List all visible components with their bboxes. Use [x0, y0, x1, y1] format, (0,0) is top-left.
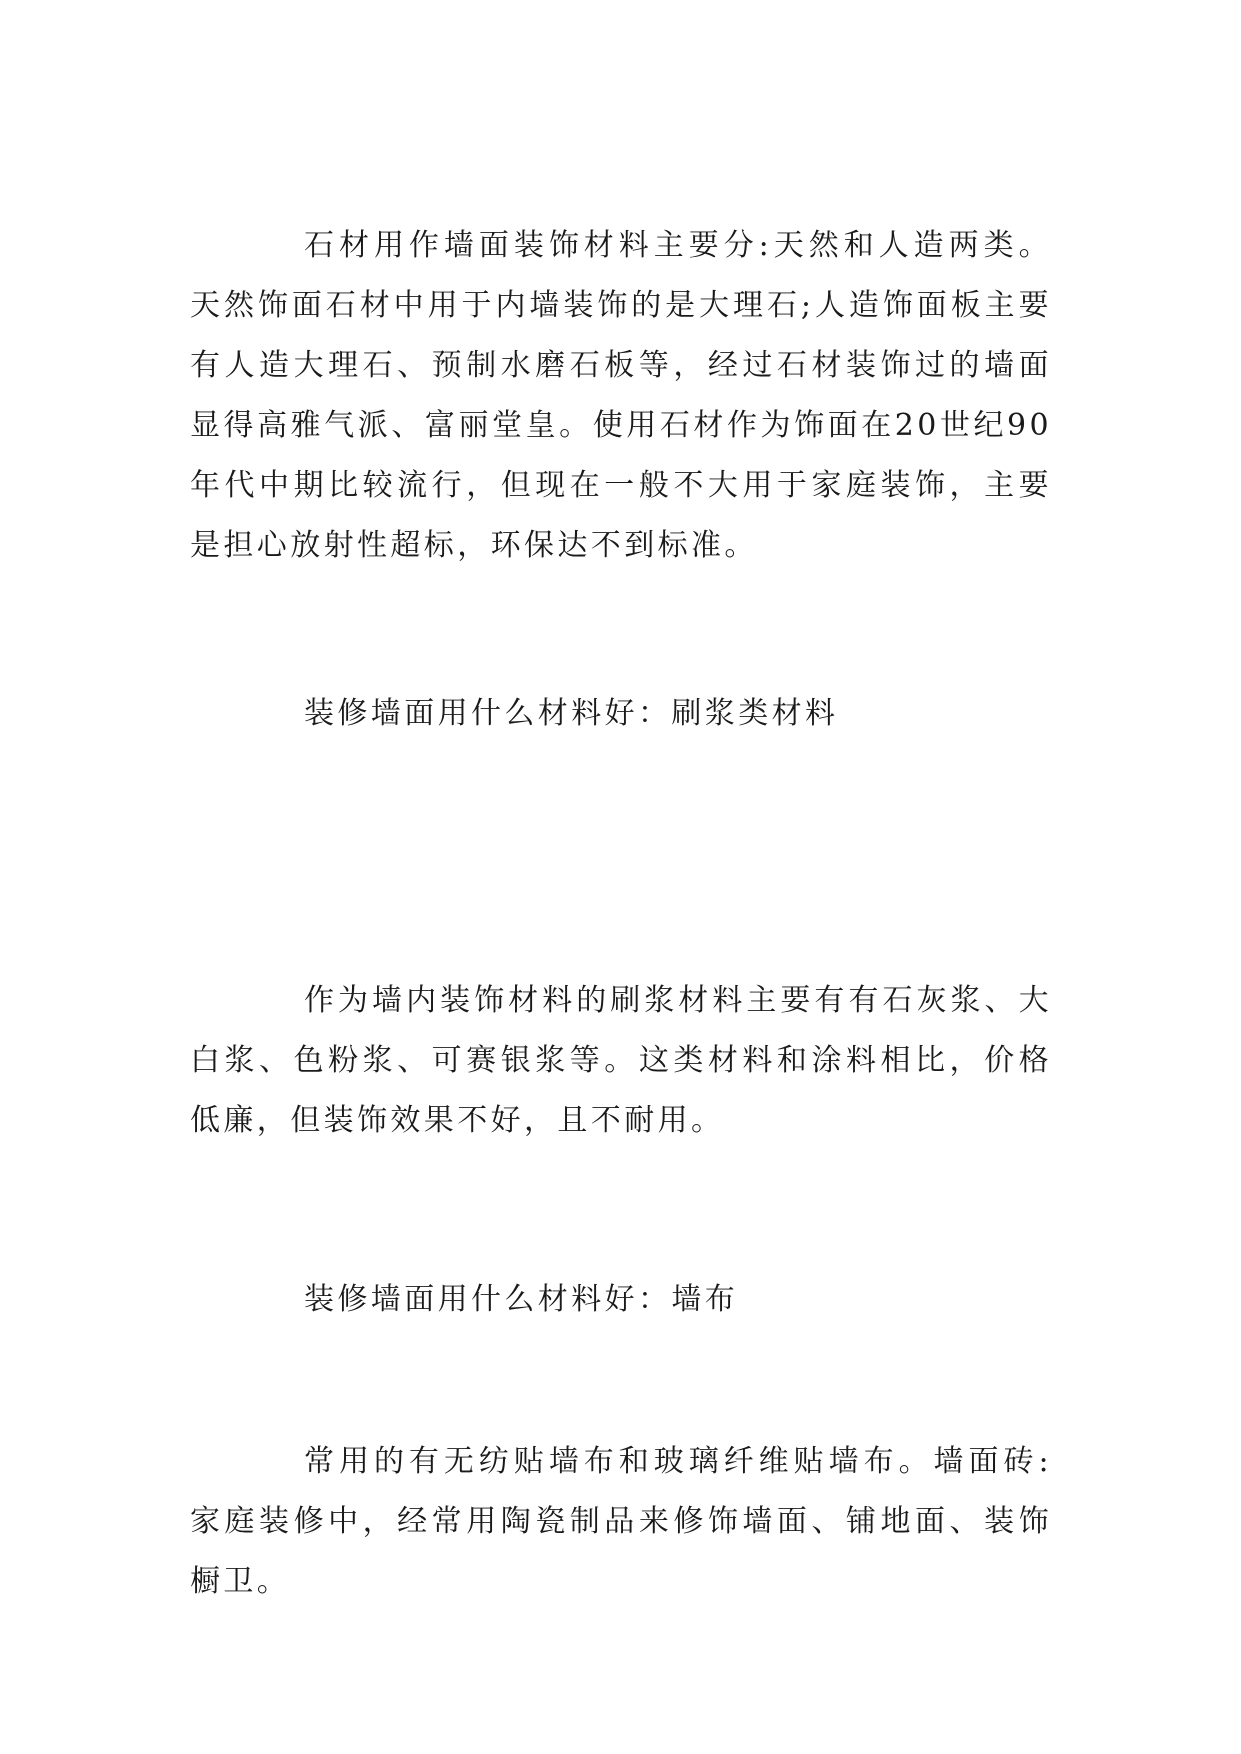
heading-paint-materials: 装修墙面用什么材料好：刷浆类材料 [304, 696, 839, 731]
paragraph-stone-materials: 石材用作墙面装饰材料主要分:天然和人造两类。天然饰面石材中用于内墙装饰的是大理石;人造饰面板主要有人造大理石、预制水磨石板等，经过石材装饰过的墙面显得高雅气派、富丽堂皇。使用石材作为饰面在20世纪90年代中期比较流行，但现在一般不大用于家庭装饰，主要是担心放射性超标，环保达不到标准。 [190, 228, 1052, 563]
heading-wall-cloth: 装修墙面用什么材料好：墙布 [304, 1282, 739, 1317]
paragraph-wall-cloth: 常用的有无纺贴墙布和玻璃纤维贴墙布。墙面砖:家庭装修中，经常用陶瓷制品来修饰墙面、铺地面、装饰橱卫。 [190, 1444, 1052, 1599]
paragraph-paint-materials: 作为墙内装饰材料的刷浆材料主要有有石灰浆、大白浆、色粉浆、可赛银浆等。这类材料和涂料相比，价格低廉，但装饰效果不好，且不耐用。 [190, 983, 1052, 1138]
